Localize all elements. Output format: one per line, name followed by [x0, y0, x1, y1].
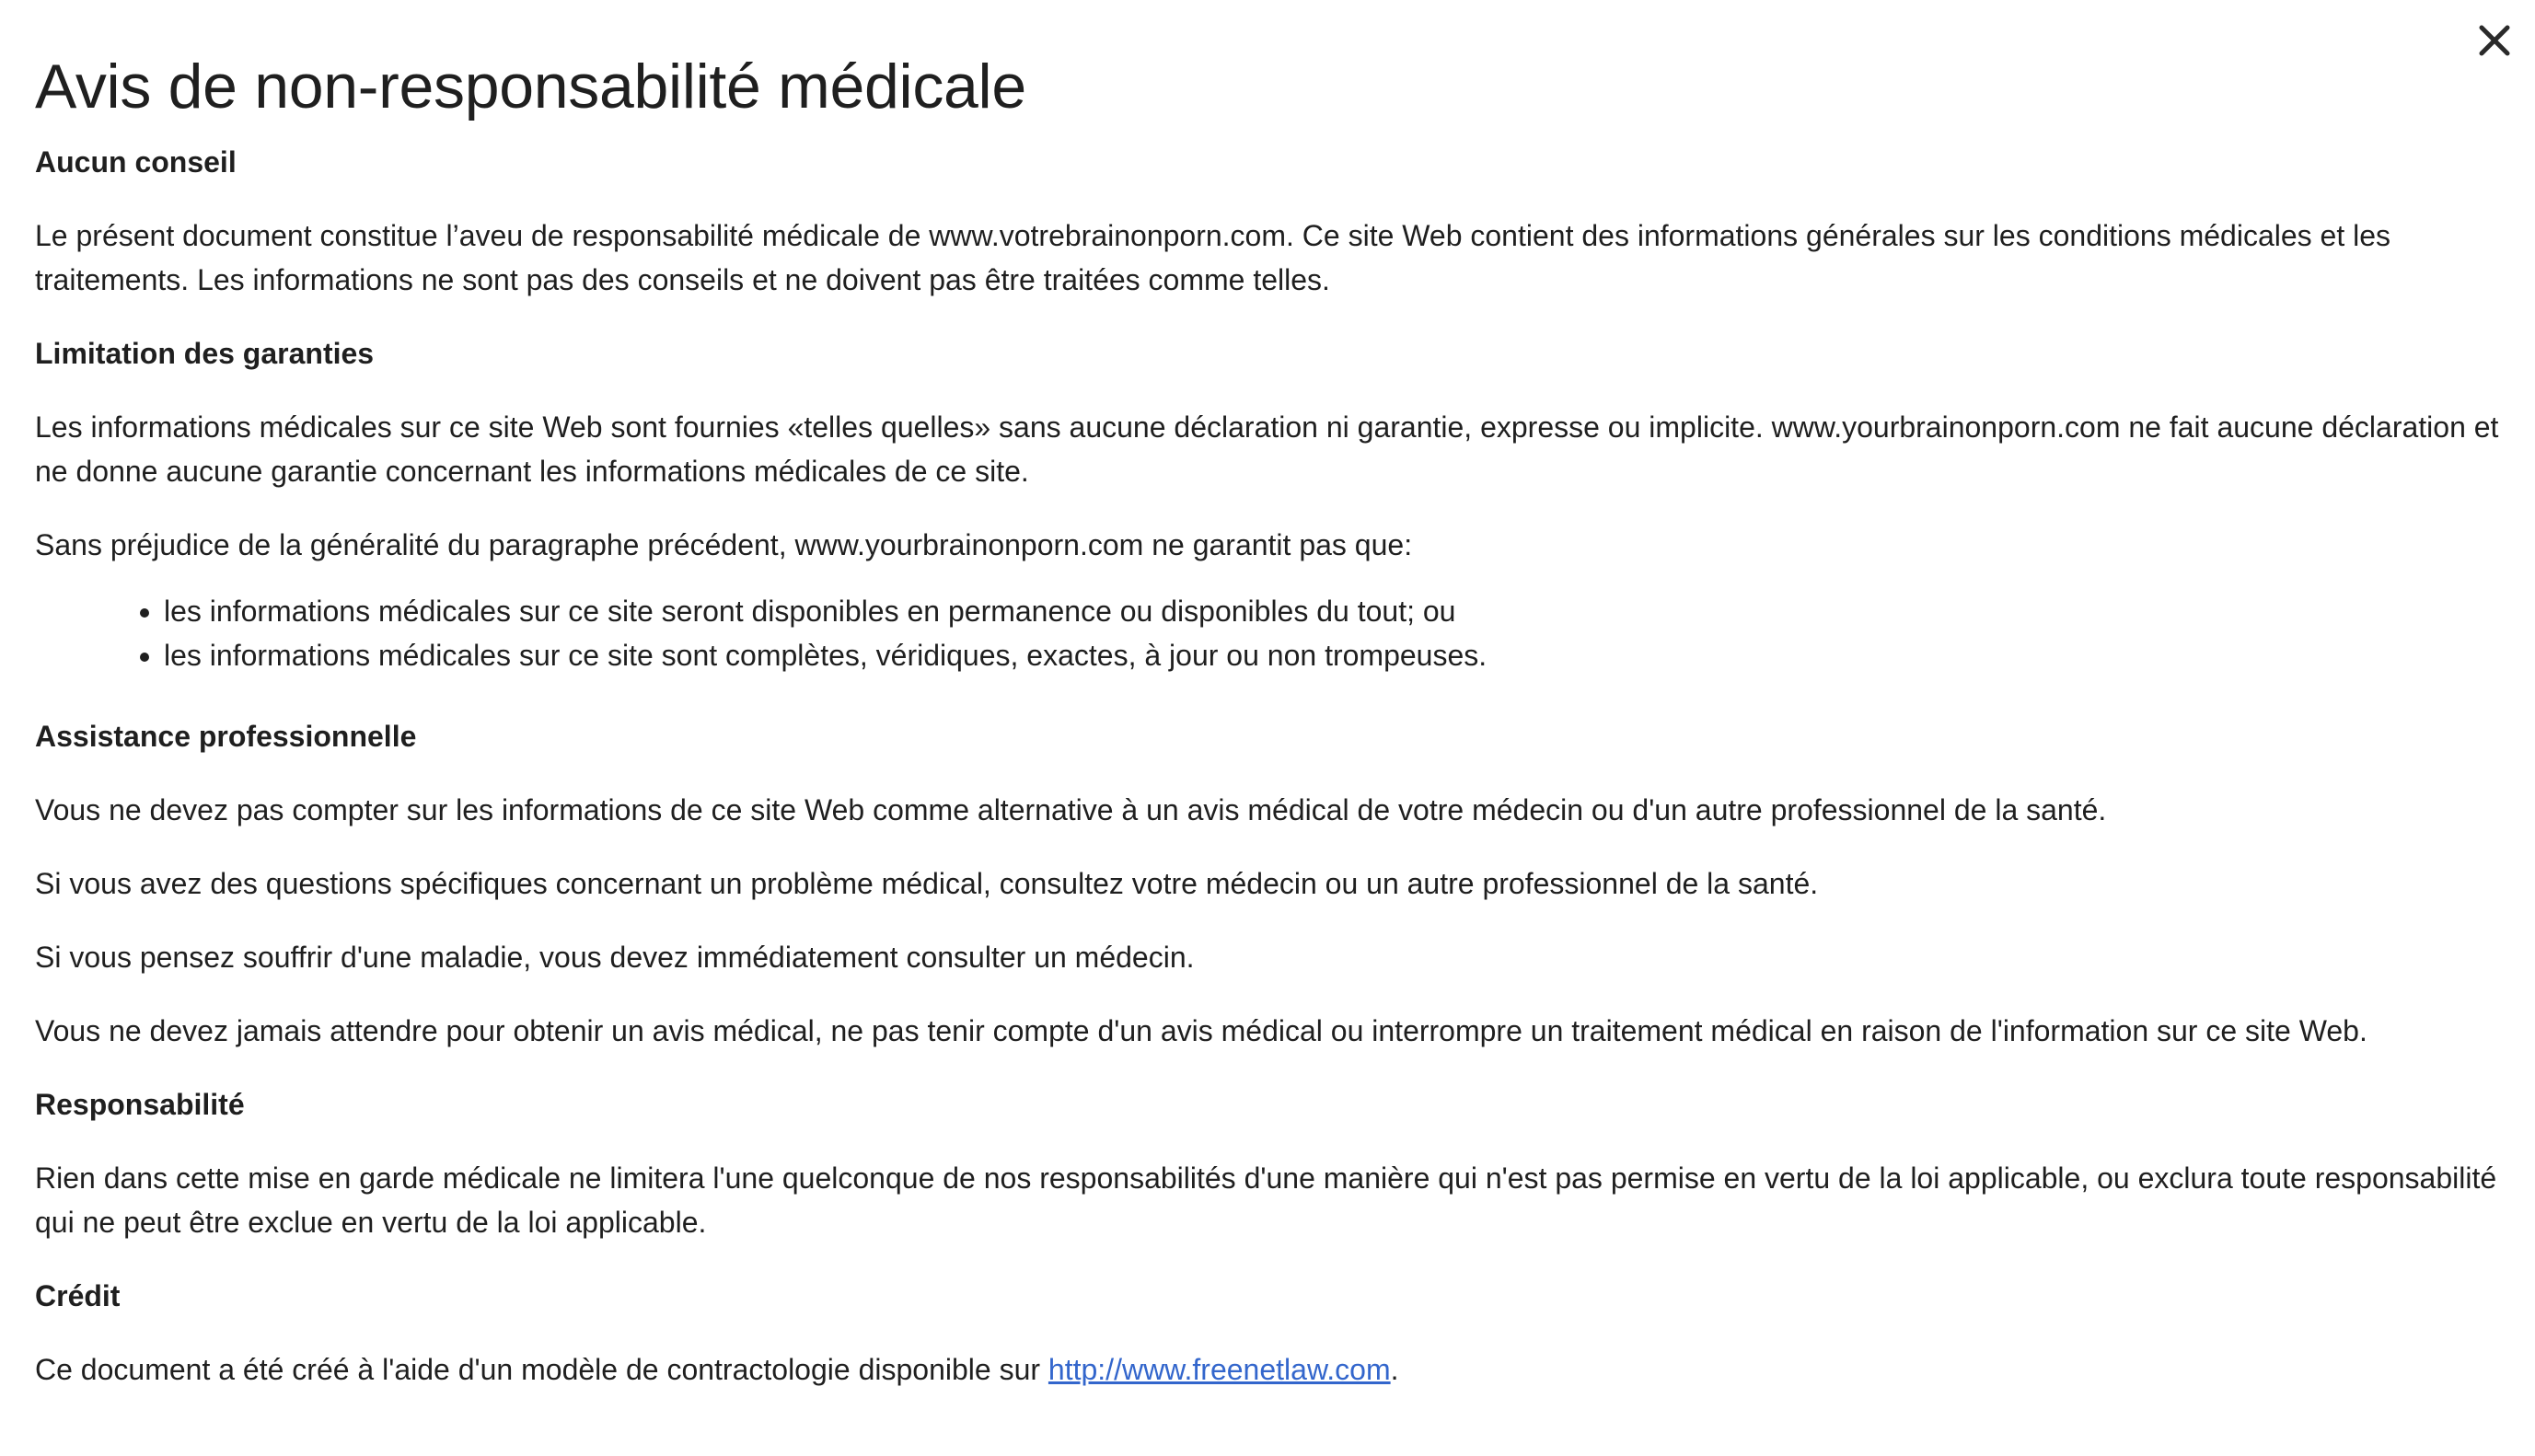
- section-heading-liability: Responsabilité: [35, 1088, 245, 1121]
- credit-paragraph: [35, 1347, 2502, 1392]
- no-advice-paragraph: Le présent document constitue l’aveu de responsabilité médicale de www.votrebrainonporn.com. Ce site Web contient des informations générales sur les conditions médicales et les traitements. Les informations ne sont pas des conseils et ne doivent pas être traitées comme telles.: [35, 219, 2391, 296]
- section-heading-professional: Assistance professionnelle: [35, 720, 417, 753]
- liability-paragraph: Rien dans cette mise en garde médicale ne limitera l'une quelconque de nos responsabilités d'une manière qui n'est pas permise en vertu de la loi applicable, ou exclura toute responsabilité qui ne peut être exclue en vertu de la loi applicable.: [35, 1161, 2497, 1239]
- list-item: • les informations médicales sur ce site sont complètes, véridiques, exactes, à jour ou non trompeuses.: [164, 633, 2502, 677]
- warranties-paragraph-1: Les informations médicales sur ce site Web sont fournies «telles quelles» sans aucune déclaration ni garantie, expresse ou implicite. www.yourbrainonporn.com ne fait aucune déclaration et ne donne aucune garantie concernant les informations médicales de ce site.: [35, 410, 2499, 488]
- professional-paragraph-2: Si vous avez des questions spécifiques concernant un problème médical, consultez votre médecin ou un autre professionnel de la santé.: [35, 867, 1819, 900]
- section-heading-credit: Crédit: [35, 1279, 121, 1312]
- credit-period: .: [1390, 1353, 1399, 1386]
- warranties-list: [35, 589, 2502, 677]
- professional-paragraph-3: Si vous pensez souffrir d'une maladie, vous devez immédiatement consulter un médecin.: [35, 941, 1195, 974]
- section-heading-warranties: Limitation des garanties: [35, 337, 375, 370]
- credit-text: Ce document a été créé à l'aide d'un modèle de contractologie disponible sur: [35, 1353, 1048, 1386]
- modal-content: [35, 48, 2502, 1421]
- warranties-paragraph-2: Sans préjudice de la généralité du paragraphe précédent, www.yourbrainonporn.com ne garantit pas que:: [35, 528, 1413, 561]
- list-item: • les informations médicales sur ce site seront disponibles en permanence ou disponibles du tout; ou: [164, 589, 2502, 633]
- freenetlaw-link[interactable]: http://www.freenetlaw.com: [1048, 1353, 1391, 1386]
- section-heading-no-advice: Aucun conseil: [35, 145, 237, 179]
- professional-paragraph-1: Vous ne devez pas compter sur les informations de ce site Web comme alternative à un avis médical de votre médecin ou d'un autre professionnel de la santé.: [35, 793, 2107, 826]
- professional-paragraph-4: Vous ne devez jamais attendre pour obtenir un avis médical, ne pas tenir compte d'un avis médical ou interrompre un traitement médical en raison de l'information sur ce site Web.: [35, 1014, 2367, 1047]
- page-title: Avis de non-responsabilité médicale: [35, 52, 1026, 121]
